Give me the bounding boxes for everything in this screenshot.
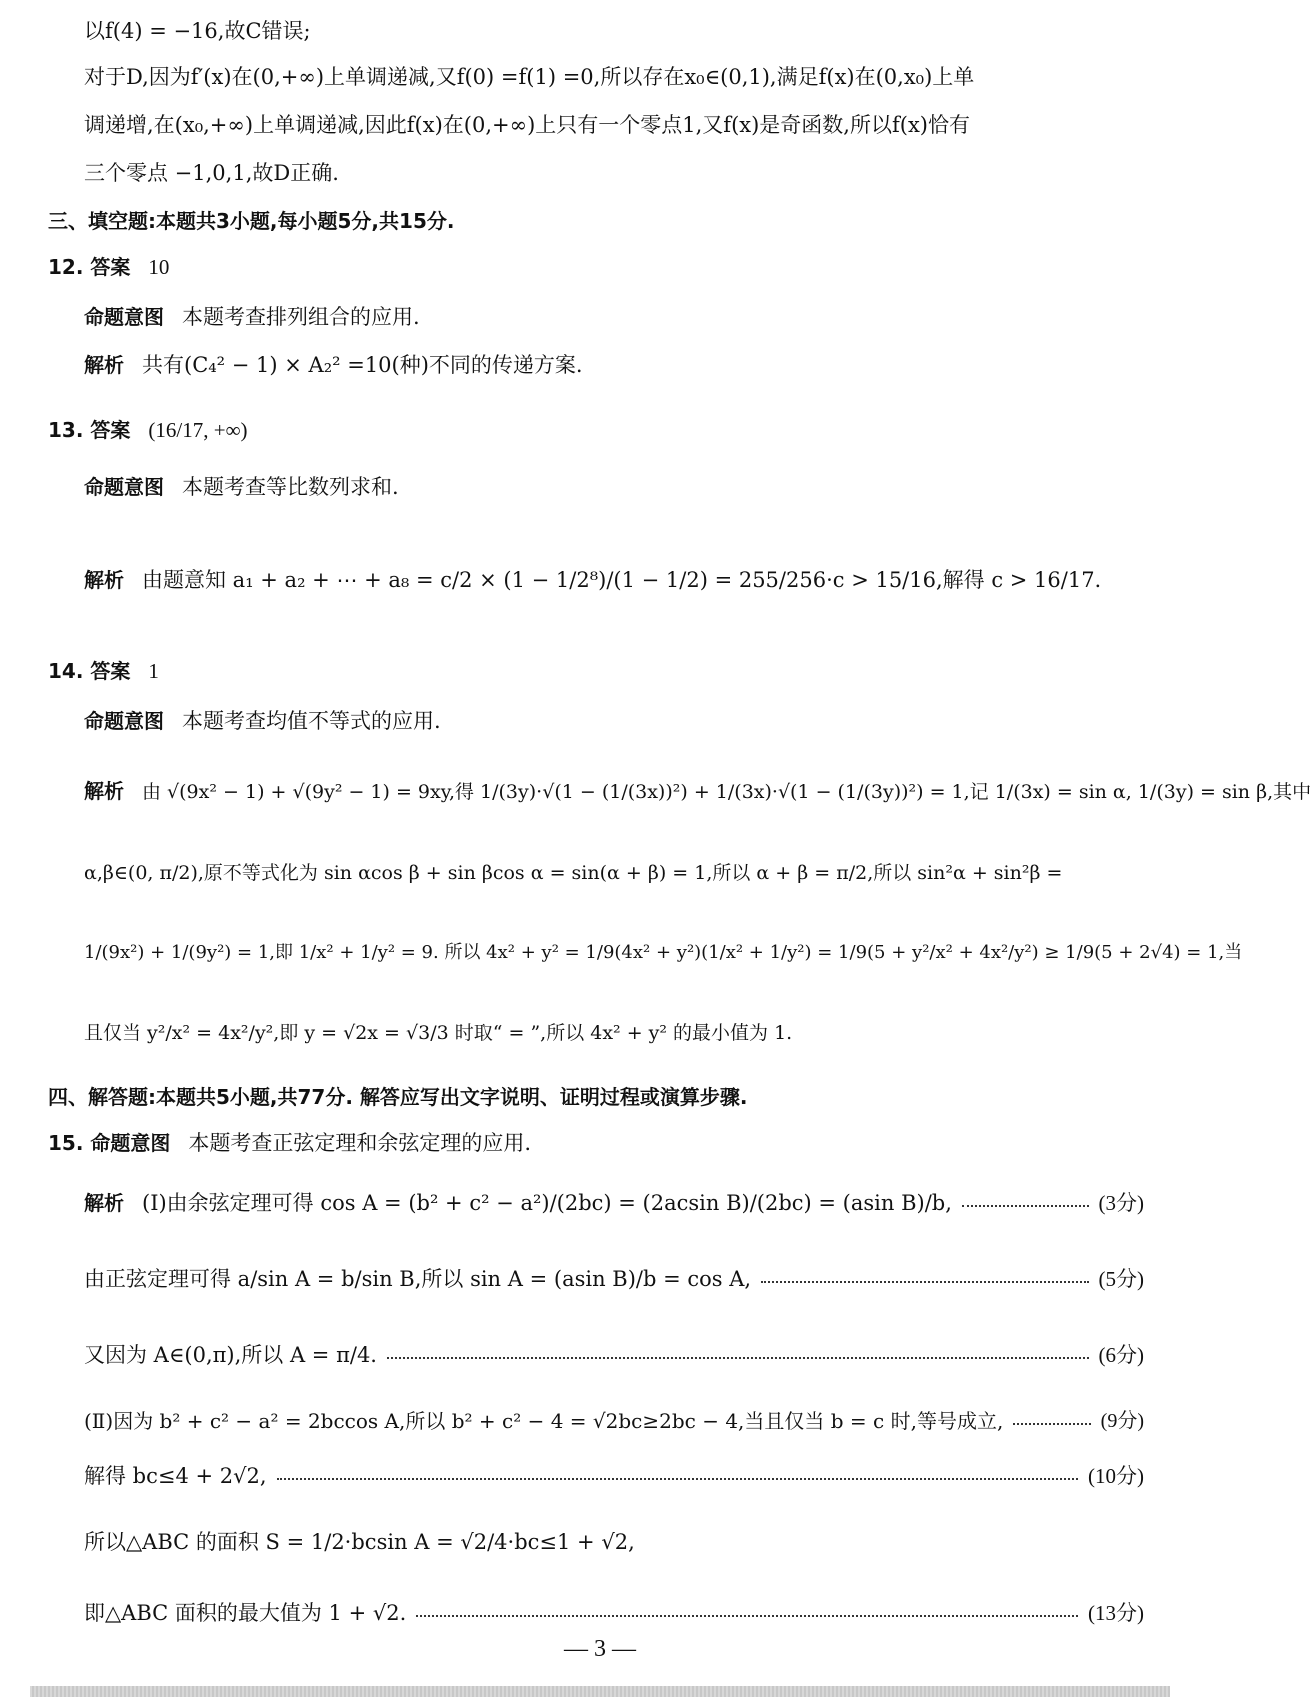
text-line: 对于D,因为f′(x)在(0,+∞)上单调递减,又f(0) =f(1) =0,所以存在x₀∈(0,1),满足f(x)在(0,x₀)上单 [84, 65, 975, 89]
step-text: 即△ABC 面积的最大值为 1 + √2. [84, 1601, 407, 1625]
score: (9分) [1100, 1410, 1144, 1432]
dot-leader [387, 1343, 1089, 1359]
score: (6分) [1098, 1343, 1144, 1367]
dot-leader [962, 1191, 1089, 1207]
dot-leader [761, 1267, 1088, 1283]
solution-text: 共有(C₄² − 1) × A₂² =10(种)不同的传递方案. [142, 353, 583, 377]
q13-intent [84, 472, 1144, 502]
q13-answer [48, 415, 1108, 445]
score: (5分) [1098, 1267, 1144, 1291]
score: (3分) [1098, 1191, 1144, 1215]
q15-step-3 [84, 1340, 1144, 1370]
q14-solution-line-3: 1/(9x²) + 1/(9y²) = 1,即 1/x² + 1/y² = 9. 所以 4x² + y² = 1/9(4x² + y²)(1/x² + 1/y²) = 1/9(5 + y²/x² + 4x²/y²) ≥ 1/9(5 + 2√4) = 1,当 [84, 942, 1243, 963]
solution-label: 解析 [84, 1191, 124, 1215]
q15-step-4 [84, 1406, 1144, 1436]
q14-solution-line-2: α,β∈(0, π/2),原不等式化为 sin αcos β + sin βcos α = sin(α + β) = 1,所以 α + β = π/2,所以 sin²α + sin²β = [84, 862, 1063, 884]
q13-solution [84, 565, 1144, 595]
intent-text: 本题考查等比数列求和. [182, 475, 399, 499]
answer-value: 1 [148, 659, 159, 683]
intent-label: 命题意图 [84, 305, 164, 329]
dot-leader [1013, 1409, 1090, 1425]
step-text: 又因为 A∈(0,π),所以 A = π/4. [84, 1343, 377, 1367]
dot-leader [416, 1601, 1078, 1617]
page-number: — 3 — [564, 1636, 636, 1662]
q12-answer [48, 252, 1108, 282]
step-text: (Ⅰ)由余弦定理可得 cos A = (b² + c² − a²)/(2bc) = (2acsin B)/(2bc) = (asin B)/b, [142, 1191, 952, 1215]
q12-solution [84, 350, 1144, 380]
q14-intent [84, 706, 1144, 736]
intent-text: 本题考查排列组合的应用. [182, 305, 420, 329]
dot-leader [277, 1464, 1078, 1480]
text-line: 调递增,在(x₀,+∞)上单调递减,因此f(x)在(0,+∞)上只有一个零点1,又f(x)是奇函数,所以f(x)恰有 [84, 113, 970, 137]
score: (13分) [1088, 1601, 1144, 1625]
q12-intent [84, 302, 1144, 332]
q15-step-1 [84, 1188, 1144, 1218]
q14-solution-line-1 [84, 776, 1311, 807]
intent-text: 本题考查均值不等式的应用. [182, 709, 441, 733]
solution-label: 解析 [84, 353, 124, 377]
answer-value: (16/17, +∞) [148, 418, 248, 442]
q15-step-2 [84, 1264, 1144, 1294]
q14-answer [48, 656, 1108, 686]
intent-label: 命题意图 [84, 475, 164, 499]
answer-label: 14. 答案 [48, 659, 131, 683]
answer-label: 12. 答案 [48, 255, 131, 279]
solution-text: 由题意知 a₁ + a₂ + ⋯ + a₈ = c/2 × (1 − 1/2⁸)/(1 − 1/2) = 255/256·c > 15/16,解得 c > 16/17. [142, 568, 1102, 592]
text-line: 以f(4) = −16,故C错误; [84, 19, 311, 43]
q15-step-6: 所以△ABC 的面积 S = 1/2·bcsin A = √2/4·bc≤1 + √2, [84, 1530, 635, 1554]
solution-label: 解析 [84, 779, 124, 803]
q15-step-7 [84, 1598, 1144, 1628]
solution-text: 由 √(9x² − 1) + √(9y² − 1) = 9xy,得 1/(3y)·√(1 − (1/(3x))²) + 1/(3x)·√(1 − (1/(3y))²) = 1,记 1/(3x) = sin α, 1/(3y) = sin β,其中 [142, 781, 1311, 803]
intent-label: 15. 命题意图 [48, 1131, 171, 1155]
intent-label: 命题意图 [84, 709, 164, 733]
q14-solution-line-4: 且仅当 y²/x² = 4x²/y²,即 y = √2x = √3/3 时取“ = ”,所以 4x² + y² 的最小值为 1. [84, 1022, 793, 1044]
solution-label: 解析 [84, 568, 124, 592]
text-line: 三个零点 −1,0,1,故D正确. [84, 161, 339, 185]
step-text: 解得 bc≤4 + 2√2, [84, 1464, 267, 1488]
section-heading: 三、填空题:本题共3小题,每小题5分,共15分. [48, 209, 455, 233]
score: (10分) [1088, 1464, 1144, 1488]
section-heading: 四、解答题:本题共5小题,共77分. 解答应写出文字说明、证明过程或演算步骤. [48, 1085, 748, 1109]
step-text: (Ⅱ)因为 b² + c² − a² = 2bccos A,所以 b² + c² − 4 = √2bc≥2bc − 4,当且仅当 b = c 时,等号成立, [84, 1409, 1004, 1433]
q15-intent [48, 1128, 1108, 1158]
footer-band [30, 1686, 1170, 1697]
answer-label: 13. 答案 [48, 418, 131, 442]
intent-text: 本题考查正弦定理和余弦定理的应用. [188, 1131, 532, 1155]
answer-value: 10 [148, 255, 170, 279]
step-text: 由正弦定理可得 a/sin A = b/sin B,所以 sin A = (asin B)/b = cos A, [84, 1267, 752, 1291]
q15-step-5 [84, 1461, 1144, 1491]
